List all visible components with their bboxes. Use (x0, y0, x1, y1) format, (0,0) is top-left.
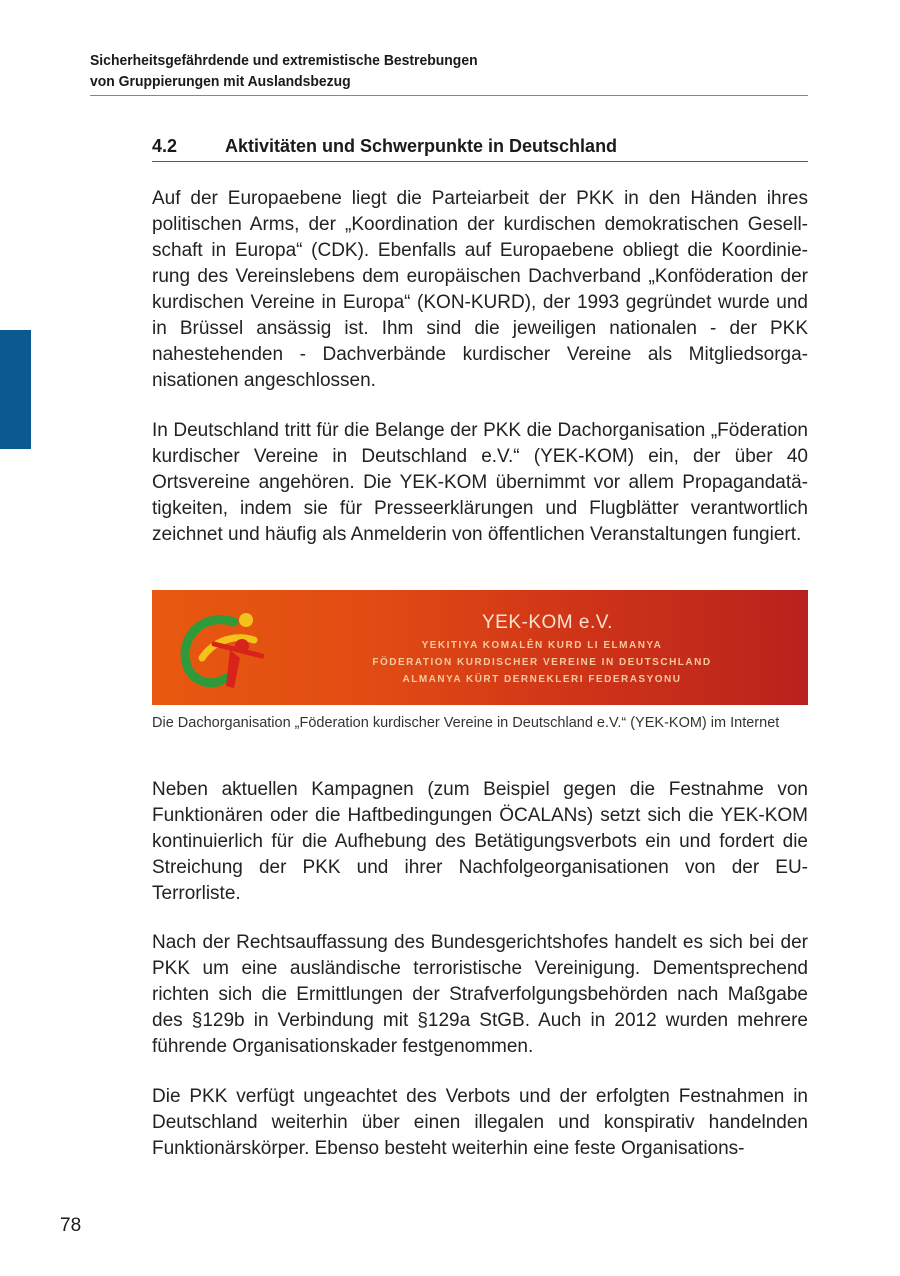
chapter-side-tab (0, 330, 31, 449)
paragraph-functionaries: Die PKK verfügt ungeachtet des Verbots und der erfolgten Festnahmen in Deutschland weiterhin über einen illegalen und konspirativ handelnden Funktionärskörper. Ebenso besteht weiterhin eine feste Organisations- (152, 1086, 808, 1159)
banner-line-kurdish: YEKITIYA KOMALÊN KURD LI ELMANYA (421, 640, 663, 651)
paragraph-yek-kom: In Deutschland tritt für die Belange der PKK die Dachorganisation „Föderation kurdischer Vereine in Deutschland e.V.“ (YEK-KOM) ein, der über 40 Ortsvereine angehören. Die YEK-KOM übernimmt vor allem Propagandatätigkeiten, indem sie für Presseerklärungen und Flugblätter verantwortlich zeichnet und häufig als Anmelderin von öffentlichen Veranstaltungen fungiert. (152, 420, 808, 545)
section-number: 4.2 (152, 136, 178, 156)
running-header-line-2: von Gruppierungen mit Auslandsbezug (90, 73, 351, 90)
figure-caption: Die Dachorganisation „Föderation kurdischer Vereine in Deutschland e.V.“ (YEK-KOM) im Internet (152, 715, 780, 731)
running-header-line-1: Sicherheitsgefährdende und extremistische Bestrebungen (90, 52, 478, 69)
running-header (90, 50, 808, 96)
banner-line-german: FÖDERATION KURDISCHER VEREINE IN DEUTSCHLAND (372, 657, 712, 668)
section-title: Aktivitäten und Schwerpunkte in Deutschland (225, 136, 618, 156)
paragraph-bgh: Nach der Rechtsauffassung des Bundesgerichtshofes handelt es sich bei der PKK um eine ausländische terroristische Vereinigung. Dementsprechend richten sich die Ermittlungen der Strafverfolgungsbehörden nach Maßgabe des §129b in Verbindung mit §129a StGB. Auch in 2012 wurden mehrere führende Organisationskader festgenommen. (152, 932, 808, 1057)
page-number: 78 (60, 1215, 82, 1236)
section-heading (152, 134, 808, 162)
paragraph-cdk-konkurd: Auf der Europaebene liegt die Parteiarbeit der PKK in den Händen ihres politischen Arms, der „Koordination der kurdischen demokratischen Gesellschaft in Europa“ (CDK). Ebenfalls auf Europaebene obliegt die Koordinierung des Vereinslebens dem europäischen Dachverband „Konföderation der kurdischen Vereine in Europa“ (KON-KURD), der 1993 gegründet wurde und in Brüssel ansässig ist. Ihm sind die jeweiligen nationalen - der PKK nahestehenden - Dachverbände kurdischer Vereine als Mitgliedsorganisationen angeschlossen. (152, 188, 808, 391)
paragraph-campaigns: Neben aktuellen Kampagnen (zum Beispiel gegen die Festnahme von Funktionären oder die Haftbedingungen ÖCALANs) setzt sich die YEK-KOM kontinuierlich für die Aufhebung des Betätigungsverbots ein und fordert die Streichung der PKK und ihrer Nachfolgeorganisationen von der EU-Terrorliste. (152, 779, 808, 904)
banner-line-turkish: ALMANYA KÜRT DERNEKLERI FEDERASYONU (402, 674, 682, 685)
yek-kom-logo-icon (174, 600, 264, 696)
yek-kom-website-banner (152, 590, 808, 705)
banner-title: YEK-KOM e.V. (482, 612, 613, 633)
